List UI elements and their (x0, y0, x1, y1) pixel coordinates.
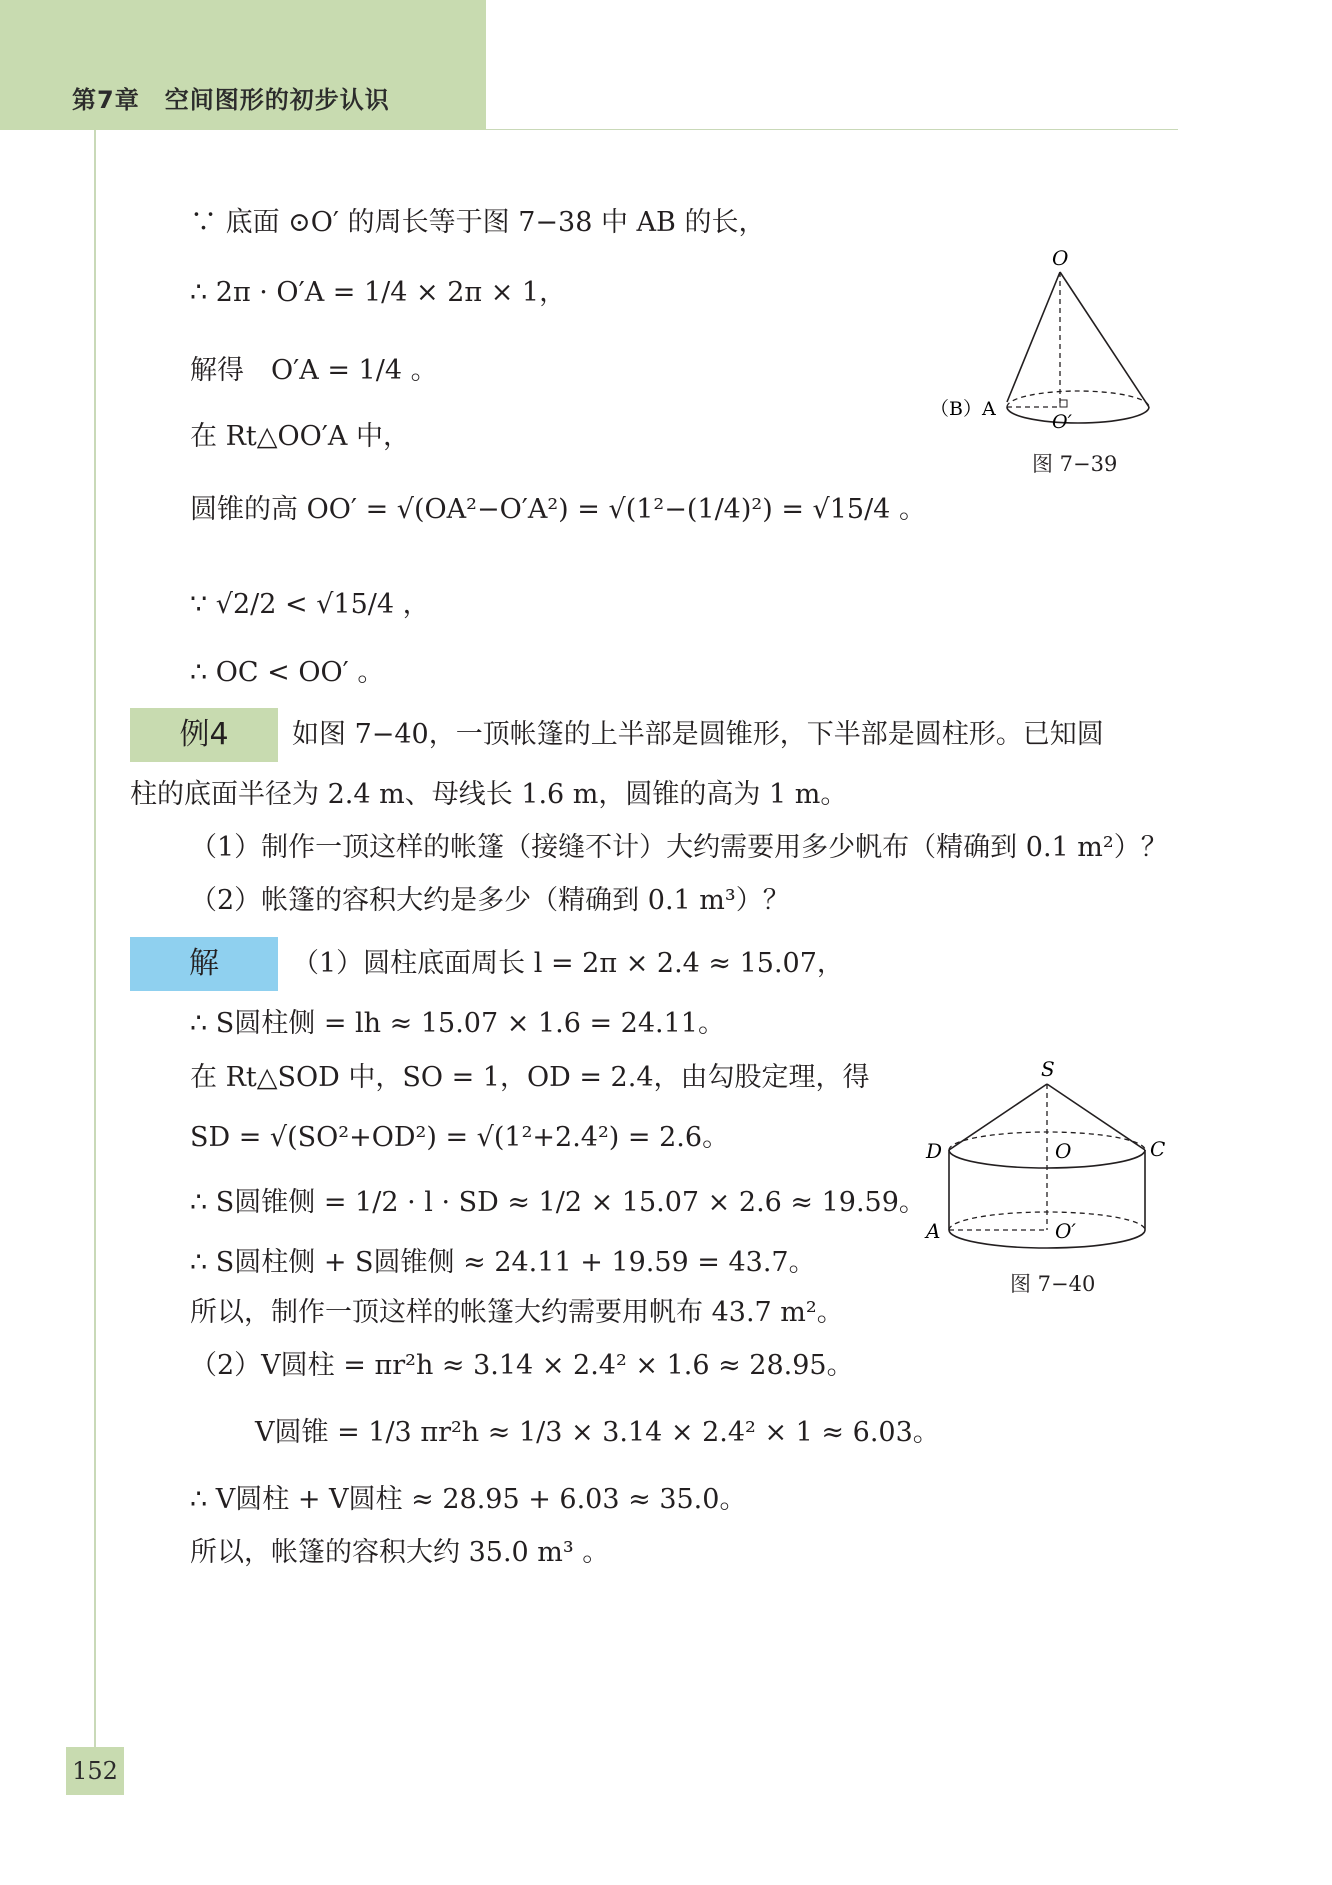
solution-line-11: 所以，帐篷的容积大约 35.0 m³ 。 (190, 1537, 610, 1568)
solution-line-5: ∴ S圆锥侧 = 1/2 · l · SD ≈ 1/2 × 15.07 × 2.6 ≈ 19.59。 (190, 1187, 926, 1218)
solution-line-9: V圆锥 = 1/3 πr²h ≈ 1/3 × 3.14 × 2.4² × 1 ≈ 6.03。 (255, 1417, 940, 1448)
label-C: C (1150, 1137, 1166, 1161)
right-angle-mark (1060, 400, 1067, 407)
solution-line-3: 在 Rt△SOD 中，SO = 1，OD = 2.4，由勾股定理，得 (190, 1062, 870, 1093)
header-rule (486, 129, 1178, 130)
label-center-O-prime: O′ (1052, 411, 1072, 433)
math-line-6: ∵ √2/2 < √15/4 ， (190, 589, 430, 620)
solution-line-1: （1）圆柱底面周长 l = 2π × 2.4 ≈ 15.07， (292, 948, 844, 979)
tent-figure-7-40 (920, 1058, 1170, 1268)
example-question-2: （2）帐篷的容积大约是多少（精确到 0.1 m³）？ (190, 885, 790, 916)
solution-line-10: ∴ V圆柱 + V圆柱 ≈ 28.95 + 6.03 ≈ 35.0。 (190, 1484, 747, 1515)
math-line-5: 圆锥的高 OO′ = √(OA²−O′A²) = √(1²−(1/4)²) = √15/4 。 (190, 494, 926, 525)
cone-body (1007, 272, 1149, 423)
math-line-4: 在 Rt△OO′A 中， (190, 421, 411, 452)
label-apex-S: S (1041, 1058, 1055, 1081)
figure-7-39-caption: 图 7−39 (1032, 452, 1118, 476)
label-O-prime: O′ (1055, 1219, 1076, 1243)
label-O: O (1055, 1139, 1072, 1163)
math-line-7: ∴ OC < OO′ 。 (190, 657, 385, 688)
label-A: A (926, 1219, 941, 1243)
figure-7-40-caption: 图 7−40 (1010, 1272, 1096, 1296)
label-D: D (926, 1139, 943, 1163)
solution-tag: 解 (130, 937, 278, 991)
cone-figure-7-39 (920, 250, 1170, 450)
label-vertex-O: O (1052, 250, 1069, 270)
example-question-1: （1）制作一顶这样的帐篷（接缝不计）大约需要用多少帆布（精确到 0.1 m²）？ (190, 832, 1168, 863)
example-text-line-2: 柱的底面半径为 2.4 m、母线长 1.6 m，圆锥的高为 1 m。 (130, 779, 848, 810)
solution-line-2: ∴ S圆柱侧 = lh ≈ 15.07 × 1.6 = 24.11。 (190, 1008, 725, 1039)
math-line-3: 解得 O′A = 1/4 。 (190, 355, 438, 386)
example-tag: 例4 (130, 708, 278, 762)
solution-line-4: SD = √(SO²+OD²) = √(1²+2.4²) = 2.6。 (190, 1122, 730, 1153)
solution-line-8: （2）V圆柱 = πr²h ≈ 3.14 × 2.4² × 1.6 ≈ 28.95。 (190, 1350, 854, 1381)
solution-line-7: 所以，制作一顶这样的帐篷大约需要用帆布 43.7 m²。 (190, 1297, 844, 1328)
margin-rule (94, 130, 96, 1760)
tent-hidden-lines (949, 1084, 1145, 1230)
example-text-line-1: 如图 7−40，一顶帐篷的上半部是圆锥形，下半部是圆柱形。已知圆 (292, 719, 1104, 750)
page-number: 152 (66, 1747, 124, 1795)
cone-hidden-lines (1007, 272, 1149, 407)
math-line-2: ∴ 2π · O′A = 1/4 × 2π × 1， (190, 277, 567, 308)
chapter-title: 第7章 空间图形的初步认识 (72, 86, 390, 114)
label-B-A: （B）A (930, 398, 996, 420)
math-line-1: ∵ 底面 ⊙O′ 的周长等于图 7−38 中 AB 的长， (190, 207, 766, 238)
solution-line-6: ∴ S圆柱侧 + S圆锥侧 ≈ 24.11 + 19.59 = 43.7。 (190, 1247, 816, 1278)
